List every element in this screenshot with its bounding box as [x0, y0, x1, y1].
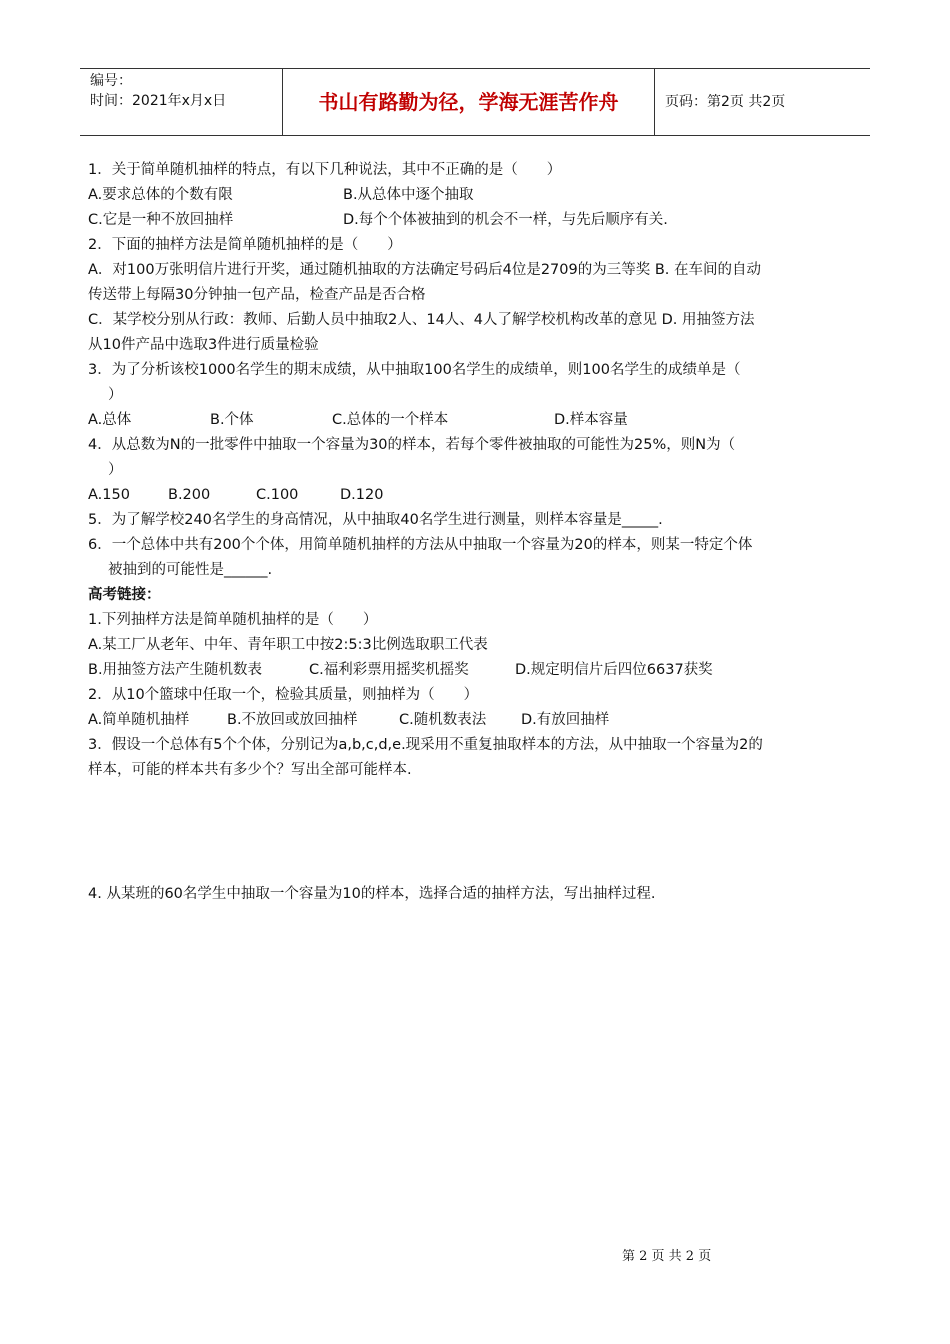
q3-options — [88, 408, 868, 433]
document-number-label: 编号： — [90, 73, 132, 89]
q1-option-c: C.它是一种不放回抽样 — [88, 212, 234, 228]
gaokao-question-4: 4. 从某班的60名学生中抽取一个容量为10的样本，选择合适的抽样方法，写出抽样过程. — [88, 886, 656, 902]
q3-option-b: B.个体 — [210, 412, 254, 428]
section-heading-gaokao: 高考链接： — [88, 587, 161, 603]
gaokao-question-3-line-2: 样本，可能的样本共有多少个？写出全部可能样本. — [88, 762, 412, 778]
q4-option-a: A.150 — [88, 487, 130, 503]
q1-option-a: A.要求总体的个数有限 — [88, 187, 233, 203]
q3-option-d: D.样本容量 — [554, 412, 628, 428]
gaokao-q2-option-d: D.有放回抽样 — [521, 712, 610, 728]
question-1: 1．关于简单随机抽样的特点，有以下几种说法，其中不正确的是（ ） — [88, 162, 562, 178]
gaokao-q2-options — [88, 708, 868, 733]
gaokao-q2-option-b: B.不放回或放回抽样 — [227, 712, 358, 728]
q2-option-ab-line-2: 传送带上每隔30分钟抽一包产品，检查产品是否合格 — [88, 287, 426, 303]
gaokao-question-3-line-1: 3．假设一个总体有5个个体，分别记为a,b,c,d,e.现采用不重复抽取样本的方法，从中抽取一个容量为2的 — [88, 737, 763, 753]
q4-option-c: C.100 — [256, 487, 299, 503]
question-6-line-2: 被抽到的可能性是______. — [108, 562, 273, 578]
question-3-close: ） — [108, 387, 123, 403]
gaokao-question-1: 1.下列抽样方法是简单随机抽样的是（ ） — [88, 612, 378, 628]
q1-options-row-1 — [88, 183, 868, 208]
q1-options-row-2 — [88, 208, 868, 233]
gaokao-q1-option-d: D.规定明信片后四位6637获奖 — [515, 662, 713, 678]
q4-option-b: B.200 — [168, 487, 211, 503]
q4-options — [88, 483, 868, 508]
worksheet-content — [88, 158, 868, 783]
question-3: 3．为了分析该校1000名学生的期末成绩，从中抽取100名学生的成绩单，则100名学生的成绩单是（ — [88, 362, 741, 378]
q2-option-ab-line-1: A．对100万张明信片进行开奖，通过随机抽取的方法确定号码后4位是2709的为三等奖 B. 在车间的自动 — [88, 262, 761, 278]
q3-option-a: A.总体 — [88, 412, 132, 428]
gaokao-q1-option-a: A.某工厂从老年、中年、青年职工中按2:5:3比例选取职工代表 — [88, 637, 488, 653]
gaokao-q1-option-c: C.福利彩票用摇奖机摇奖 — [309, 662, 469, 678]
q3-option-c: C.总体的一个样本 — [332, 412, 449, 428]
page-footer: 第 2 页 共 2 页 — [622, 1249, 712, 1264]
question-6-line-1: 6．一个总体中共有200个个体，用简单随机抽样的方法从中抽取一个容量为20的样本，则某一特定个体 — [88, 537, 753, 553]
page-header — [80, 68, 870, 136]
q2-option-cd-line-2: 从10件产品中选取3件进行质量检验 — [88, 337, 319, 353]
q4-option-d: D.120 — [340, 487, 384, 503]
question-4: 4．从总数为N的一批零件中抽取一个容量为30的样本，若每个零件被抽取的可能性为25%，则N为（ — [88, 437, 736, 453]
gaokao-q1-options — [88, 658, 868, 683]
q1-option-b: B.从总体中逐个抽取 — [343, 187, 474, 203]
q2-option-cd-line-1: C．某学校分别从行政：教师、后勤人员中抽取2人、14人、4人了解学校机构改革的意见 D. 用抽签方法 — [88, 312, 755, 328]
q1-option-d: D.每个个体被抽到的机会不一样，与先后顺序有关. — [343, 212, 668, 228]
header-page-info: 页码：第2页 共2页 — [665, 94, 786, 110]
header-meta — [80, 69, 282, 135]
gaokao-q2-option-c: C.随机数表法 — [399, 712, 487, 728]
gaokao-q1-option-b: B.用抽签方法产生随机数表 — [88, 662, 263, 678]
gaokao-question-2: 2．从10个篮球中任取一个，检验其质量，则抽样为（ ） — [88, 687, 479, 703]
question-4-close: ） — [108, 462, 123, 478]
question-5: 5．为了解学校240名学生的身高情况，从中抽取40名学生进行测量，则样本容量是_____. — [88, 512, 663, 528]
document-date: 时间：2021年x月x日 — [90, 93, 227, 109]
question-2: 2．下面的抽样方法是简单随机抽样的是（ ） — [88, 237, 402, 253]
header-motto: 书山有路勤为径，学海无涯苦作舟 — [282, 69, 655, 135]
gaokao-q2-option-a: A.简单随机抽样 — [88, 712, 190, 728]
